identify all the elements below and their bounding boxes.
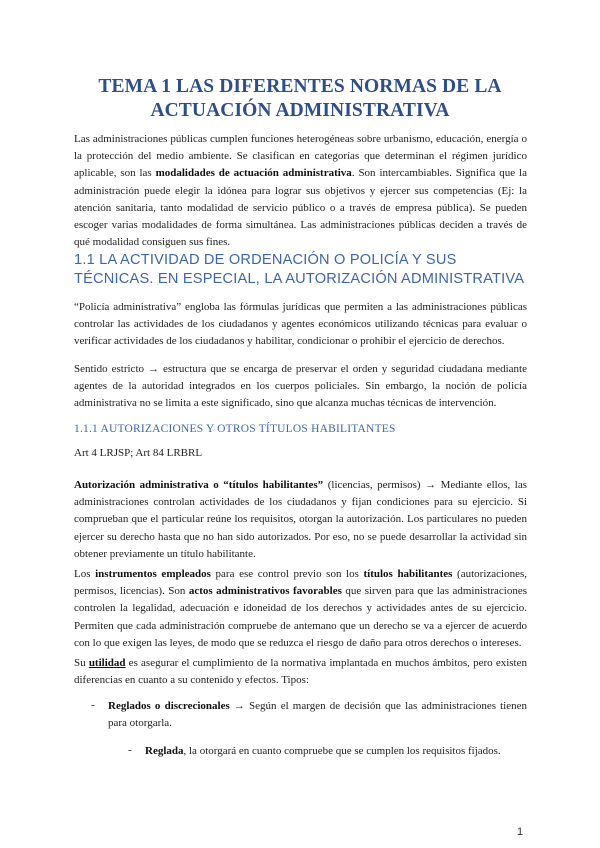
section-heading-1-1: 1.1 LA ACTIVIDAD DE ORDENACIÓN O POLICÍA Y SUS TÉCNICAS. EN ESPECIAL, LA AUTORIZACIÓN ADMINISTRATIVA bbox=[74, 252, 525, 287]
instr-bold-3: actos administrativos favorables bbox=[188, 585, 342, 598]
bullet-reglada bbox=[145, 743, 527, 760]
sentido-estricto-paragraph: Sentido estricto → estructura que se encarga de preservar el orden y seguridad ciudadana mediante agentes de la autoridad integrados en los cuerpos policiales. Sin embargo, la noción de policía administrativa no se limita a este significado, sino que alcanza muchas técnicas de intervención. bbox=[74, 363, 527, 410]
instrumentos-paragraph bbox=[74, 566, 527, 652]
bullet-reglados bbox=[108, 698, 527, 732]
title-line-1: TEMA 1 LAS DIFERENTES NORMAS DE LA bbox=[98, 76, 502, 97]
instr-text-3: (autorizaciones, permisos, licencias). Son bbox=[74, 568, 527, 598]
intro-paragraph bbox=[74, 131, 527, 251]
instr-text-4: que sirven para que las administraciones controlen la legalidad, adecuación e idoneidad de los derechos y actividades antes de su ejercicio. Permiten que cada administración compruebe de antemano que un derecho se va a ejercer de acuerdo con lo que exigen las leyes, de modo que se reduzca el riesgo de daño para otros derechos o intereses. bbox=[74, 585, 527, 649]
autorizacion-bold: Autorización administrativa o “títulos habilitantes” bbox=[74, 479, 324, 491]
intro-bold-1: modalidades de actuación administrativa bbox=[155, 167, 352, 180]
title-line-2: ACTUACIÓN ADMINISTRATIVA bbox=[150, 100, 450, 121]
policia-paragraph: “Policía administrativa” engloba las fórmulas jurídicas que permiten a las administraciones públicas controlar las actividades de los ciudadanos y agentes económicos utilizando técnicas para evaluar o verificar actividades de los ciudadanos y habilitar, condicionar o prohibir el ejercicio de derechos. bbox=[74, 301, 527, 348]
utilidad-text-2: es asegurar el cumplimiento de la normativa implantada en muchos ámbitos, pero existen diferencias en cuanto a su contenido y efectos. Tipos: bbox=[74, 657, 527, 687]
instr-bold-2: títulos habilitantes bbox=[363, 568, 453, 580]
utilidad-bold: utilidad bbox=[88, 657, 126, 669]
bullet-dash-1: - bbox=[91, 699, 95, 711]
bullet-dash-2: - bbox=[128, 744, 132, 756]
bullet-reglada-text: , la otorgará en cuanto compruebe que se cumplen los requisitos fijados. bbox=[183, 745, 501, 757]
instr-text-2: para ese control previo son los bbox=[210, 568, 364, 580]
page-number: 1 bbox=[517, 826, 524, 838]
section-heading-1-1-1: 1.1.1 AUTORIZACIONES Y OTROS TÍTULOS HABILITANTES bbox=[74, 423, 396, 435]
instr-text-1: Los bbox=[74, 568, 96, 580]
utilidad-paragraph bbox=[74, 655, 527, 689]
utilidad-text-1: Su bbox=[74, 657, 89, 669]
page-title bbox=[74, 75, 526, 123]
articles-reference: Art 4 LRJSP; Art 84 LRBRL bbox=[74, 447, 203, 459]
autorizacion-text: (licencias, permisos) → Mediante ellos, las administraciones controlan actividades de los ciudadanos y fijan condiciones para su ejercicio. Si comprueban que el particular reúne los requisitos, otorgan la autorización. Los particulares no pueden ejercer su derecho hasta que no han sido autorizados. Por eso, no se puede desarrollar la actividad sin obtener previamente un título habilitante. bbox=[74, 479, 527, 560]
bullet-reglados-bold: Reglados o discrecionales bbox=[108, 700, 230, 712]
bullet-reglados-text: → Según el margen de decisión que las administraciones tienen para otorgarla. bbox=[108, 700, 528, 730]
instr-bold-1: instrumentos empleados bbox=[95, 568, 211, 580]
bullet-reglada-bold: Reglada bbox=[145, 745, 184, 757]
autorizacion-paragraph bbox=[74, 477, 527, 563]
intro-text-2: . Son intercambiables. Significa que la administración puede elegir la idónea para lograr sus objetivos y ejercer sus competencias (Ej: la atención sanitaria, tanto modalidad de servicio público o a través de empresa pública). Se pueden escoger varias modalidades de forma simultánea. Las administraciones públicas deciden a través de qué modalidad consiguen sus fines. bbox=[74, 167, 527, 249]
intro-text-1: Las administraciones públicas cumplen funciones heterogéneas sobre urbanismo, educación, energía o la protección del medio ambiente. Se clasifican en categorías que determinan el régimen jurídico aplicable, son las bbox=[74, 133, 527, 180]
